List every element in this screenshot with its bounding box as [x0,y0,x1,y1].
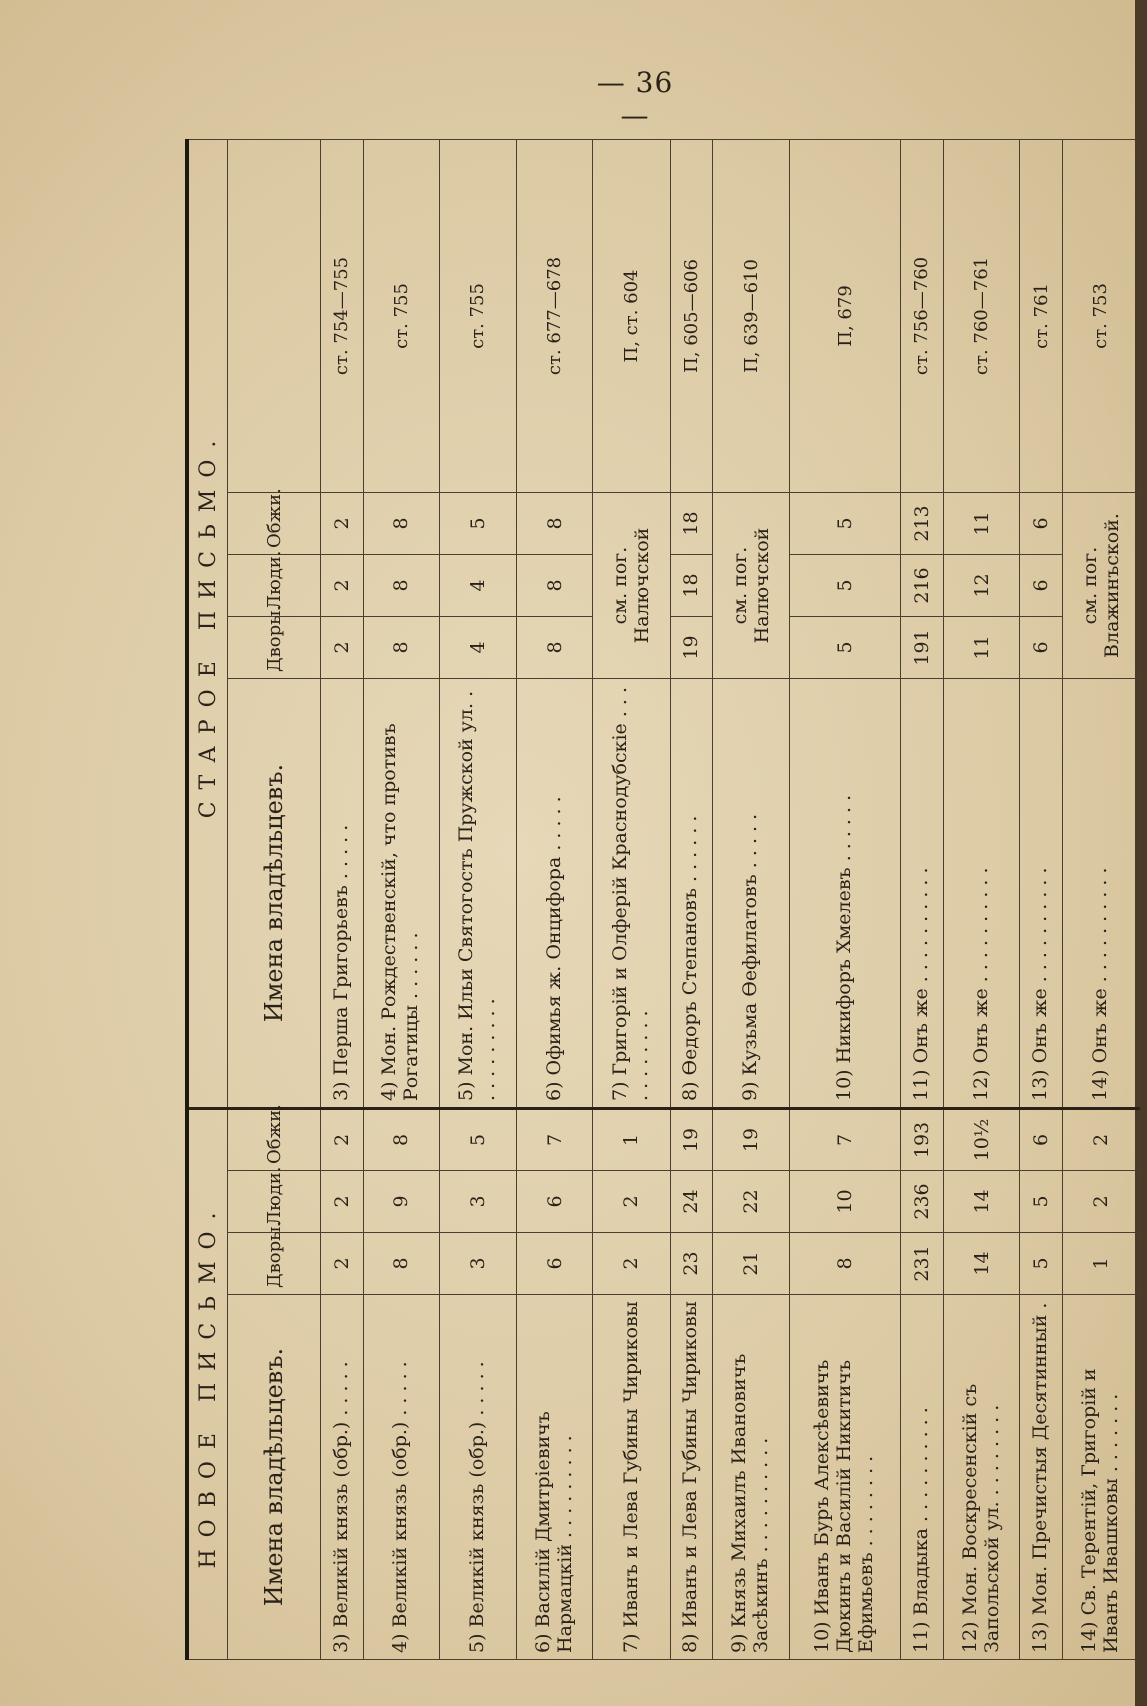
old-owner-name: 11) Онъ же . . . . . . . . . . [901,679,944,1109]
old-owner-name: 7) Григорій и Олферій Краснодубскіе . . . . . . . . . . . [593,679,670,1109]
old-owner-name: 4) Мон. Рождественскій, что противъ Рогатицы . . . . . . [363,679,440,1109]
reference-value: П, ст. 604 [593,139,670,492]
old-lyudi-value: 8 [363,555,440,617]
old-obzhi-value: 5 [440,493,517,555]
new-lyudi-value: 236 [901,1171,944,1233]
old-obzhi-value: 8 [516,493,593,555]
new-lyudi-value: 2 [593,1171,670,1233]
new-lyudi-value: 5 [1020,1171,1063,1233]
new-dvory-value: 8 [790,1233,901,1295]
old-owner-name: 12) Онъ же . . . . . . . . . . [943,679,1020,1109]
table-row [440,139,517,1659]
old-obzhi-header: Обжи. [228,493,321,555]
old-obzhi-value: 213 [901,493,944,555]
reference-value: ст. 761 [1020,139,1063,492]
new-lyudi-value: 24 [670,1171,713,1233]
old-lyudi-value: 18 [670,555,713,617]
new-lyudi-header: Люди. [228,1171,321,1233]
new-dvory-value: 231 [901,1233,944,1295]
reference-value: П, 679 [790,139,901,492]
new-owner-name: 9) Князь Михаилъ Ивановичъ Засѣкинъ . . . . . . . . . . [713,1295,790,1660]
old-cross-reference: см. пог. Влажинъской. [1062,493,1139,679]
new-dvory-value: 6 [516,1233,593,1295]
reference-value: ст. 755 [363,139,440,492]
old-cross-reference: см. пог. Налючской [713,493,790,679]
reference-value: ст. 753 [1062,139,1139,492]
new-owner-name: 3) Великій князь (обр.) . . . . . [321,1295,364,1660]
rotated-ledger [185,140,1140,1660]
new-owner-name: 4) Великій князь (обр.) . . . . . [363,1295,440,1660]
table-row [790,139,901,1659]
table-row [1062,139,1139,1659]
old-dvory-value: 191 [901,617,944,679]
new-lyudi-value: 6 [516,1171,593,1233]
new-dvory-value: 8 [363,1233,440,1295]
old-dvory-value: 8 [363,617,440,679]
new-lyudi-value: 14 [943,1171,1020,1233]
old-name-header: Имена владѣльцевъ. [228,679,321,1109]
new-dvory-value: 23 [670,1233,713,1295]
old-owner-name: 8) Ѳедоръ Степановъ . . . . . . [670,679,713,1109]
old-lyudi-value: 2 [321,555,364,617]
table-row [593,139,670,1659]
new-obzhi-value: 19 [670,1109,713,1171]
old-dvory-value: 5 [790,617,901,679]
old-owner-name: 10) Никифоръ Хмелевъ . . . . . . [790,679,901,1109]
new-dvory-value: 2 [593,1233,670,1295]
new-obzhi-value: 8 [363,1109,440,1171]
old-lyudi-value: 6 [1020,555,1063,617]
new-dvory-value: 2 [321,1233,364,1295]
reference-header [228,139,321,492]
old-owner-name: 9) Кузьма Ѳефилатовъ . . . . . [713,679,790,1109]
old-lyudi-value: 5 [790,555,901,617]
old-obzhi-value: 2 [321,493,364,555]
new-owner-name: 11) Владыка . . . . . . . . . . [901,1295,944,1660]
reference-value: ст. 755 [440,139,517,492]
new-obzhi-header: Обжи. [228,1109,321,1171]
new-obzhi-value: 7 [790,1109,901,1171]
new-owner-name: 5) Великій князь (обр.) . . . . . [440,1295,517,1660]
new-section-title: НОВОЕ ПИСЬМО. [187,1109,228,1660]
reference-value: ст. 760—761 [943,139,1020,492]
reference-value: П, 639—610 [713,139,790,492]
old-lyudi-value: 8 [516,555,593,617]
new-dvory-header: Дворы. [228,1233,321,1295]
new-lyudi-value: 10 [790,1171,901,1233]
table-row [516,139,593,1659]
new-dvory-value: 21 [713,1233,790,1295]
new-obzhi-value: 7 [516,1109,593,1171]
new-obzhi-value: 19 [713,1109,790,1171]
new-obzhi-value: 193 [901,1109,944,1171]
old-obzhi-value: 11 [943,493,1020,555]
old-owner-name: 14) Онъ же . . . . . . . . . . [1062,679,1139,1109]
new-dvory-value: 1 [1062,1233,1139,1295]
old-obzhi-value: 18 [670,493,713,555]
new-obzhi-value: 6 [1020,1109,1063,1171]
old-dvory-value: 2 [321,617,364,679]
old-dvory-value: 11 [943,617,1020,679]
new-owner-name: 12) Мон. Воскресенскій съ Запольской ул. . . . . . . . . [943,1295,1020,1660]
old-owner-name: 3) Перша Григорьевъ . . . . . [321,679,364,1109]
reference-value: П, 605—606 [670,139,713,492]
new-lyudi-value: 9 [363,1171,440,1233]
new-obzhi-value: 2 [321,1109,364,1171]
new-obzhi-value: 10½ [943,1109,1020,1171]
old-cross-reference: см. пог. Налючской [593,493,670,679]
new-owner-name: 8) Иванъ и Лева Губины Чириковы [670,1295,713,1660]
ledger-table [185,139,1140,1660]
old-dvory-value: 8 [516,617,593,679]
old-obzhi-value: 6 [1020,493,1063,555]
old-section-title: СТАРОЕ ПИСЬМО. [187,139,228,1108]
table-row [1020,139,1063,1659]
new-name-header: Имена владѣльцевъ. [228,1295,321,1660]
old-obzhi-value: 8 [363,493,440,555]
new-obzhi-value: 2 [1062,1109,1139,1171]
new-owner-name: 7) Иванъ и Лева Губины Чириковы [593,1295,670,1660]
new-lyudi-value: 2 [321,1171,364,1233]
old-owner-name: 13) Онъ же . . . . . . . . . . [1020,679,1063,1109]
old-lyudi-value: 216 [901,555,944,617]
new-owner-name: 10) Иванъ Буръ Алексѣевичъ Дюкинъ и Василій Никитичъ Ефимьевъ . . . . . . . . [790,1295,901,1660]
old-lyudi-header: Люди. [228,555,321,617]
reference-value: ст. 677—678 [516,139,593,492]
reference-value: ст. 756—760 [901,139,944,492]
table-row [363,139,440,1659]
new-owner-name: 14) Св. Терентій, Григорій и Иванъ Ивашковы . . . . . . . [1062,1295,1139,1660]
new-obzhi-value: 5 [440,1109,517,1171]
new-dvory-value: 14 [943,1233,1020,1295]
table-row [943,139,1020,1659]
old-lyudi-value: 12 [943,555,1020,617]
old-dvory-value: 19 [670,617,713,679]
old-dvory-value: 4 [440,617,517,679]
table-row [713,139,790,1659]
old-lyudi-value: 4 [440,555,517,617]
new-lyudi-value: 2 [1062,1171,1139,1233]
new-owner-name: 6) Василій Дмитріевичъ Нармацкій . . . . . . . . . [516,1295,593,1660]
new-lyudi-value: 22 [713,1171,790,1233]
table-row [670,139,713,1659]
old-owner-name: 6) Офимья ж. Онцифора . . . . . [516,679,593,1109]
page-number: — 36 — [596,66,674,132]
new-dvory-value: 5 [1020,1233,1063,1295]
reference-value: ст. 754—755 [321,139,364,492]
old-owner-name: 5) Мон. Ильи Святогостъ Пружской ул. . . . . . . . . . . [440,679,517,1109]
table-row [321,139,364,1659]
old-dvory-header: Дворы. [228,617,321,679]
old-dvory-value: 6 [1020,617,1063,679]
old-obzhi-value: 5 [790,493,901,555]
new-lyudi-value: 3 [440,1171,517,1233]
new-dvory-value: 3 [440,1233,517,1295]
table-row [901,139,944,1659]
new-obzhi-value: 1 [593,1109,670,1171]
new-owner-name: 13) Мон. Пречистыя Десятинный . [1020,1295,1063,1660]
